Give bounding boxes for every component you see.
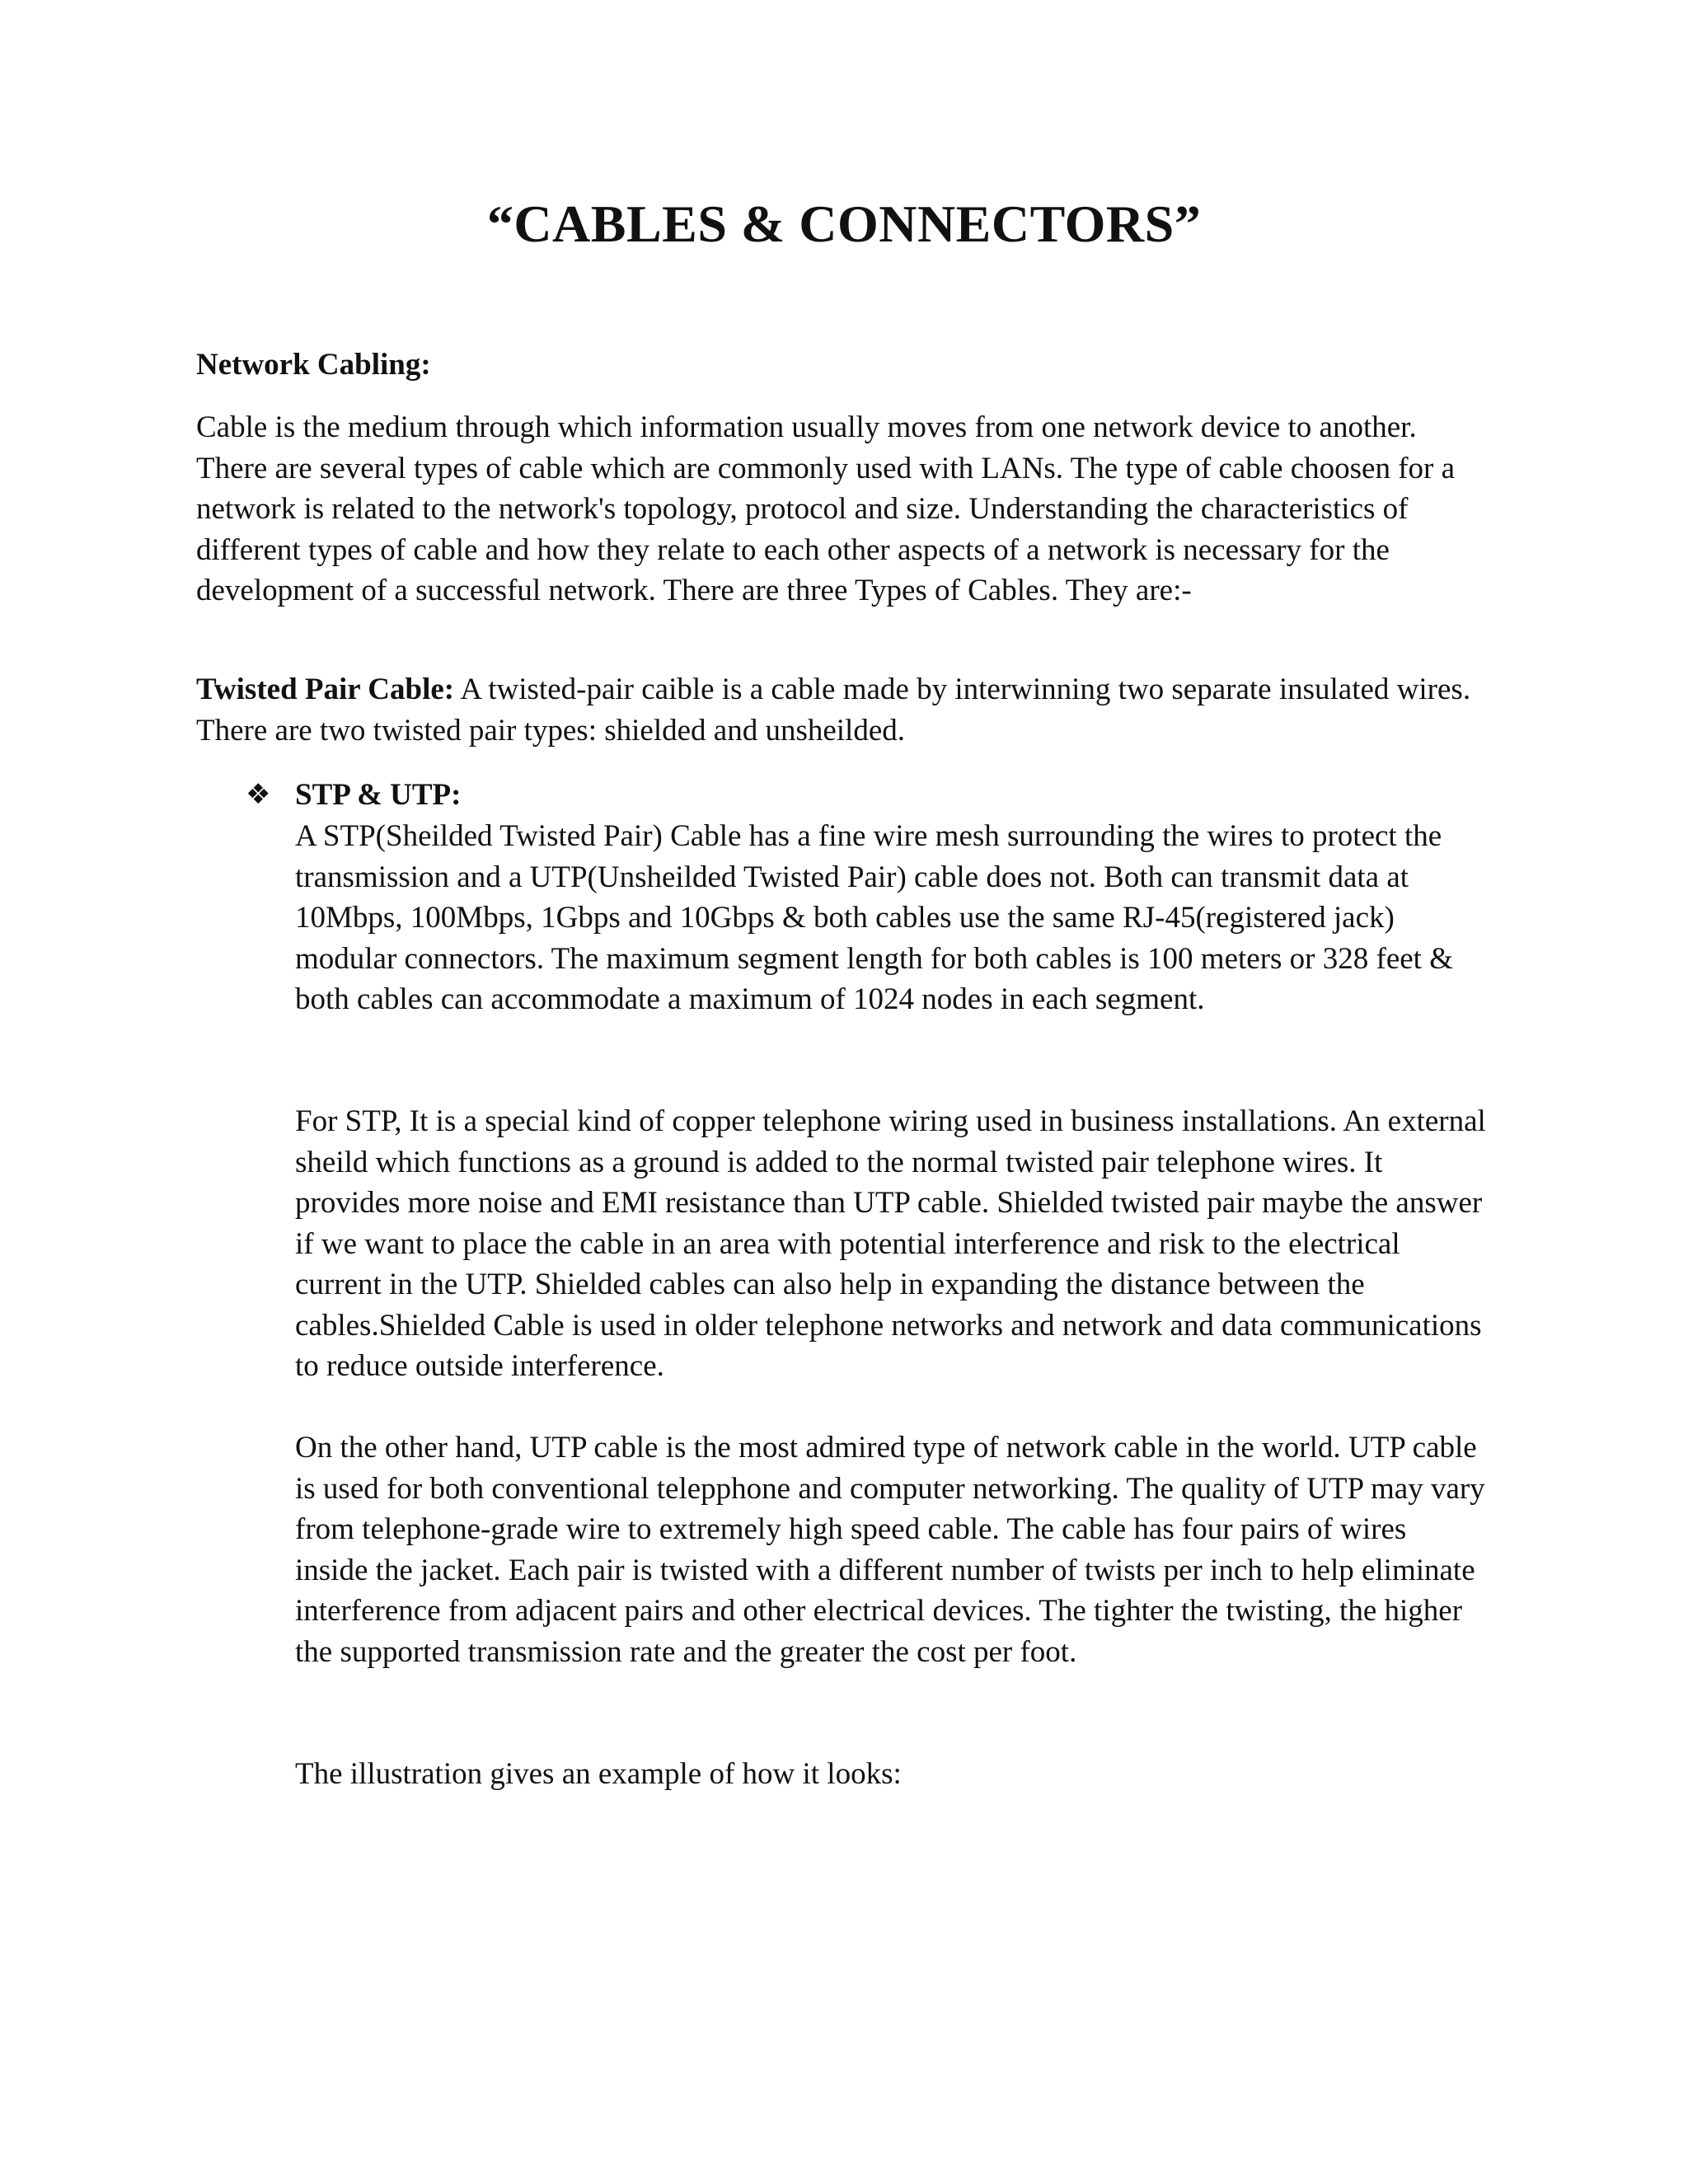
bullet-heading: STP & UTP: bbox=[295, 778, 462, 812]
twisted-pair-text: A twisted-pair caible is a cable made by interwinning two separate insulated wires. There are two twisted pair types: shielded and unsheilded. bbox=[196, 673, 1471, 748]
illustration-intro: The illustration gives an example of how it looks: bbox=[295, 1757, 902, 1791]
section-heading: Network Cabling: bbox=[196, 348, 431, 382]
twisted-pair-lead: Twisted Pair Cable: bbox=[196, 673, 455, 706]
intro-paragraph: Cable is the medium through which information usually moves from one network device to another. There are several types of cable which are commonly used with LANs. The type of cable choosen for a network is related to the network's topology, protocol and size. Understanding the characteristics of different types of cable and how they relate to each other aspects of a network is necessary for the development of a successful network. There are three Types of Cables. They are:- bbox=[196, 410, 1456, 607]
stp-paragraph: For STP, It is a special kind of copper telephone wiring used in business installations. An external sheild which functions as a ground is added to the normal twisted pair telephone wires. It provides more noise and EMI resistance than UTP cable. Shielded twisted pair maybe the answer if we want to place the cable in an area with potential interference and risk to the electrical current in the UTP. Shielded cables can also help in expanding the distance between the cables.Shielded Cable is used in older telephone networks and network and data communications to reduce outside interference. bbox=[295, 1104, 1486, 1383]
diamond-bullet-icon: ❖ bbox=[246, 778, 271, 811]
stp-utp-paragraph: A STP(Sheilded Twisted Pair) Cable has a fine wire mesh surrounding the wires to protect the transmission and a UTP(Unsheilded Twisted Pair) cable does not. Both can transmit data at 10Mbps, 100Mbps, 1Gbps and 10Gbps & both cables use the same RJ-45(registered jack) modular connectors. The maximum segment length for both cables is 100 meters or 328 feet & both cables can accommodate a maximum of 1024 nodes in each segment. bbox=[295, 819, 1453, 1016]
page-title: “CABLES & CONNECTORS” bbox=[486, 194, 1202, 253]
twisted-pair-paragraph bbox=[196, 669, 1482, 751]
utp-paragraph: On the other hand, UTP cable is the most admired type of network cable in the world. UTP cable is used for both conventional telepphone and computer networking. The quality of UTP may vary from telephone-grade wire to extremely high speed cable. The cable has four pairs of wires inside the jacket. Each pair is twisted with a different number of twists per inch to help eliminate interference from adjacent pairs and other electrical devices. The tighter the twisting, the higher the supported transmission rate and the greater the cost per foot. bbox=[295, 1431, 1485, 1669]
